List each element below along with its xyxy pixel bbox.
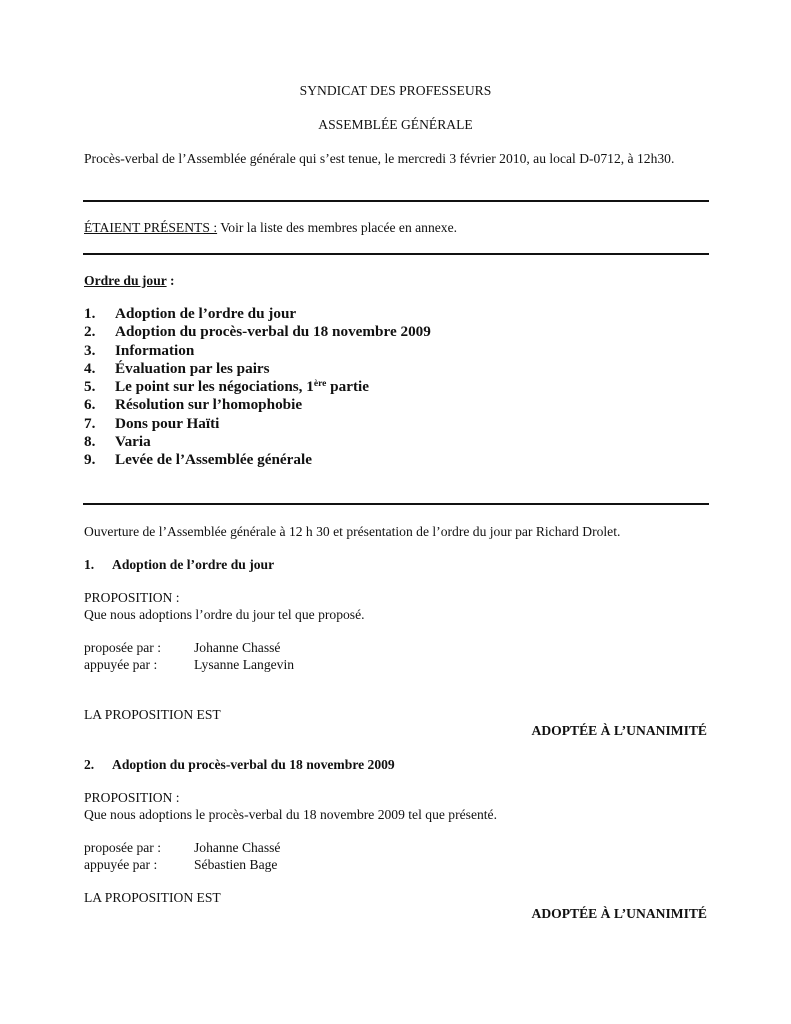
section-heading bbox=[84, 756, 395, 773]
divider bbox=[83, 253, 709, 255]
seconded-by-line bbox=[84, 856, 277, 873]
section-number: 2. bbox=[84, 757, 95, 772]
intro-paragraph: Procès-verbal de l’Assemblée générale qui s’est tenue, le mercredi 3 février 2010, au local D-0712, à 12h30. bbox=[84, 151, 675, 166]
agenda-item-number: 1. bbox=[84, 305, 96, 322]
agenda-item bbox=[84, 451, 431, 469]
agenda-title bbox=[84, 272, 175, 289]
agenda-item-text: Dons pour Haïti bbox=[115, 414, 220, 432]
agenda-item-number: 4. bbox=[84, 359, 96, 377]
agenda-item-number: 5. bbox=[84, 378, 96, 396]
attendance-text: Voir la liste des membres placée en annexe. bbox=[217, 220, 458, 235]
seconded-by-name: Lysanne Langevin bbox=[194, 657, 295, 672]
divider bbox=[83, 503, 709, 505]
seconded-by-name: Sébastien Bage bbox=[194, 857, 278, 872]
seconded-by-line bbox=[84, 656, 294, 673]
section-heading bbox=[84, 556, 274, 573]
proposed-by-line bbox=[84, 839, 280, 856]
proposed-by-name: Johanne Chassé bbox=[194, 640, 281, 655]
section-title: Adoption du procès-verbal du 18 novembre 2009 bbox=[112, 757, 395, 772]
attendance-label: ÉTAIENT PRÉSENTS : bbox=[84, 220, 218, 235]
seconded-by-label: appuyée par : bbox=[84, 657, 158, 672]
result-value: ADOPTÉE À L’UNANIMITÉ bbox=[531, 723, 707, 738]
section-title: Adoption de l’ordre du jour bbox=[112, 557, 275, 572]
agenda-item-text bbox=[115, 378, 369, 396]
agenda-item-text: Levée de l’Assemblée générale bbox=[115, 451, 312, 469]
proposition-text: Que nous adoptions l’ordre du jour tel que proposé. bbox=[84, 607, 365, 622]
agenda-item-text: Varia bbox=[115, 433, 151, 451]
agenda-item-number: 9. bbox=[84, 451, 96, 469]
agenda-item-text: Évaluation par les pairs bbox=[115, 359, 270, 377]
opening-paragraph: Ouverture de l’Assemblée générale à 12 h 30 et présentation de l’ordre du jour par Richard Drolet. bbox=[84, 524, 621, 539]
agenda-item-number: 8. bbox=[84, 433, 96, 451]
agenda-item bbox=[84, 378, 431, 396]
proposition-label: PROPOSITION : bbox=[84, 790, 180, 805]
result-value: ADOPTÉE À L’UNANIMITÉ bbox=[531, 906, 707, 921]
seconded-by-label: appuyée par : bbox=[84, 857, 158, 872]
agenda-item-text: Résolution sur l’homophobie bbox=[115, 396, 303, 414]
divider bbox=[83, 200, 709, 202]
meeting-title: ASSEMBLÉE GÉNÉRALE bbox=[318, 117, 473, 132]
agenda-item-number: 3. bbox=[84, 341, 96, 359]
section-number: 1. bbox=[84, 557, 95, 572]
agenda-item-text: Adoption du procès-verbal du 18 novembre 2009 bbox=[115, 323, 431, 341]
agenda-item bbox=[84, 415, 431, 433]
agenda-item bbox=[84, 396, 431, 414]
organization-title: SYNDICAT DES PROFESSEURS bbox=[299, 83, 492, 98]
agenda-item-text-main: Le point sur les négociations, 1 bbox=[115, 378, 314, 396]
agenda-item bbox=[84, 342, 431, 360]
proposition-text: Que nous adoptions le procès-verbal du 18 novembre 2009 tel que présenté. bbox=[84, 807, 497, 822]
agenda-item-number: 2. bbox=[84, 323, 96, 341]
proposition-label: PROPOSITION : bbox=[84, 590, 180, 605]
agenda-item bbox=[84, 323, 431, 341]
proposed-by-name: Johanne Chassé bbox=[194, 840, 281, 855]
agenda-item-text: Adoption de l’ordre du jour bbox=[115, 305, 297, 322]
agenda-item bbox=[84, 360, 431, 378]
agenda-item bbox=[84, 305, 431, 323]
agenda-list bbox=[84, 305, 431, 470]
agenda-item-text: Information bbox=[115, 341, 195, 359]
agenda-item-number: 6. bbox=[84, 396, 96, 414]
result-label: LA PROPOSITION EST bbox=[84, 707, 221, 722]
proposed-by-label: proposée par : bbox=[84, 840, 162, 855]
ordinal-superscript: ère bbox=[313, 379, 327, 390]
agenda-item-text-after: partie bbox=[326, 378, 369, 396]
proposed-by-label: proposée par : bbox=[84, 640, 162, 655]
agenda-item bbox=[84, 433, 431, 451]
agenda-item-number: 7. bbox=[84, 414, 96, 432]
agenda-title-suffix: : bbox=[166, 273, 175, 288]
attendance-line bbox=[84, 219, 457, 236]
agenda-title-text: Ordre du jour bbox=[84, 273, 167, 288]
result-label: LA PROPOSITION EST bbox=[84, 890, 221, 905]
proposed-by-line bbox=[84, 639, 280, 656]
